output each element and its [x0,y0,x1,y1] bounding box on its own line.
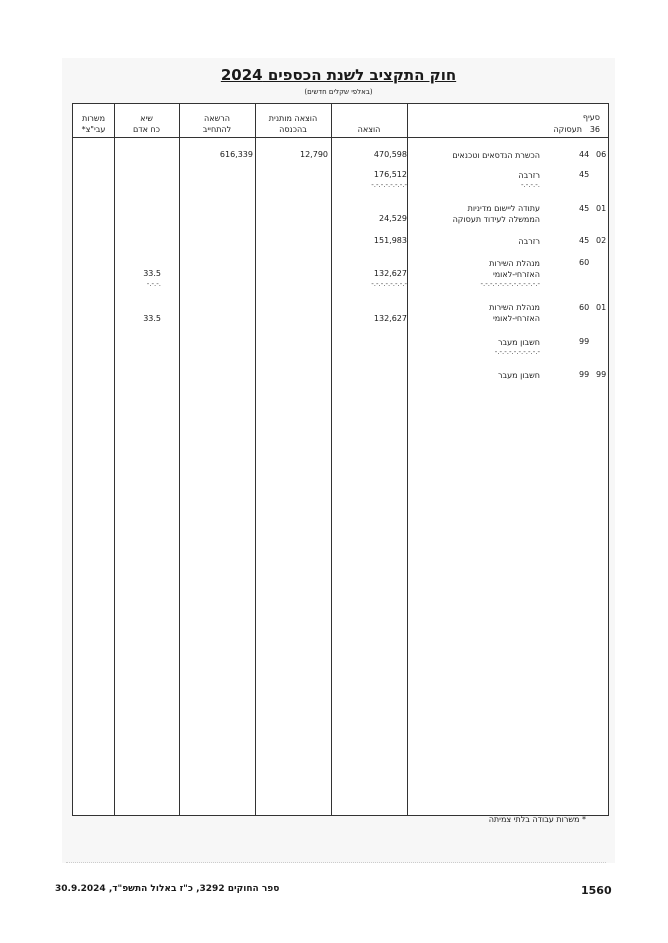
row-manpower: 33.5 [143,269,161,278]
row-expense: 132,627 [373,269,407,278]
row-commitment: 616,339 [219,150,253,159]
header-divider [73,137,608,138]
column-divider [407,104,408,815]
row-name: רזרבה [518,237,540,246]
header-commitment-line2: להתחייב [202,125,232,134]
row-separator-dashes: -.-.-.-.-.-.-.- [371,181,407,189]
row-name-line1: מנהלת השירות [489,303,540,312]
row-expense: 132,627 [373,314,407,323]
row-name-line1: עתודה ליישום מדיניות [467,204,540,213]
row-code-program: 06 [596,150,607,159]
row-code-item: 45 [579,204,590,213]
page-title: חוק התקציב לשנת הכספים 2024 [220,66,457,84]
row-separator-dashes: -.-.-. [146,280,161,288]
row-name: הכשרת הנדסאים וטכנאים [452,151,540,160]
header-manpower-line2: כח אדם [132,125,161,134]
column-divider [331,104,332,815]
footer-publication: ספר החוקים 3292, כ"ז באלול התשפ"ד, 30.9.2024 [55,884,280,894]
row-code-item: 45 [579,170,590,179]
row-expense: 151,983 [373,236,407,245]
header-workers-line2: עבי"צ* [81,125,106,134]
column-divider [255,104,256,815]
header-conditional-expense-line1: הוצאה מותנית [268,114,318,123]
header-section: סעיף [582,113,600,122]
row-name: רזרבה [518,171,540,180]
row-name: חשבון מעבר [497,371,540,380]
row-code-program: 02 [596,236,607,245]
row-name-line2: האזרחי-לאומי [492,270,540,279]
budget-table [72,103,609,816]
page-number: 1560 [581,884,612,897]
row-code-item: 44 [579,150,590,159]
row-separator-dashes: -.-.-.-.-.-.-.-.-.- [494,348,540,356]
header-section-number: 36 [589,125,600,134]
row-name: חשבון מעבר [497,338,540,347]
row-code-item: 99 [579,370,590,379]
row-separator-dashes: -.-.-.-.-.-.-.-.-.-.-.-.- [480,280,540,288]
row-expense: 176,512 [373,170,407,179]
row-separator-dashes: -.-.-.-.-.-.-.- [371,280,407,288]
header-expense: הוצאה [357,125,381,134]
row-separator-dashes: -.-.-.-. [520,181,540,189]
row-manpower: 33.5 [143,314,161,323]
row-code-program: 01 [596,303,607,312]
row-code-item: 99 [579,337,590,346]
row-code-program: 01 [596,204,607,213]
column-divider [114,104,115,815]
row-code-program: 99 [596,370,607,379]
page-subtitle: (באלפי שקלים חדשים) [304,88,373,96]
row-name-line2: האזרחי-לאומי [492,314,540,323]
footnote: * משרות עבודה בלתי צמיתה [488,815,586,824]
header-commitment-line1: הרשאה [204,114,230,123]
page-bottom-divider [66,862,606,864]
header-workers-line1: משרות [81,114,106,123]
row-code-item: 60 [579,258,590,267]
column-divider [179,104,180,815]
row-code-item: 60 [579,303,590,312]
header-conditional-expense-line2: בהכנסה [279,125,307,134]
header-manpower-line1: שיא [140,114,153,123]
row-expense: 24,529 [379,214,407,223]
row-name-line1: מנהלת השירות [489,259,540,268]
header-section-name: תעסוקה [553,125,582,134]
row-expense: 470,598 [373,150,407,159]
row-name-line2: הממשלה לעידוד תעסוקה [452,215,540,224]
row-code-item: 45 [579,236,590,245]
row-conditional-expense: 12,790 [300,150,328,159]
